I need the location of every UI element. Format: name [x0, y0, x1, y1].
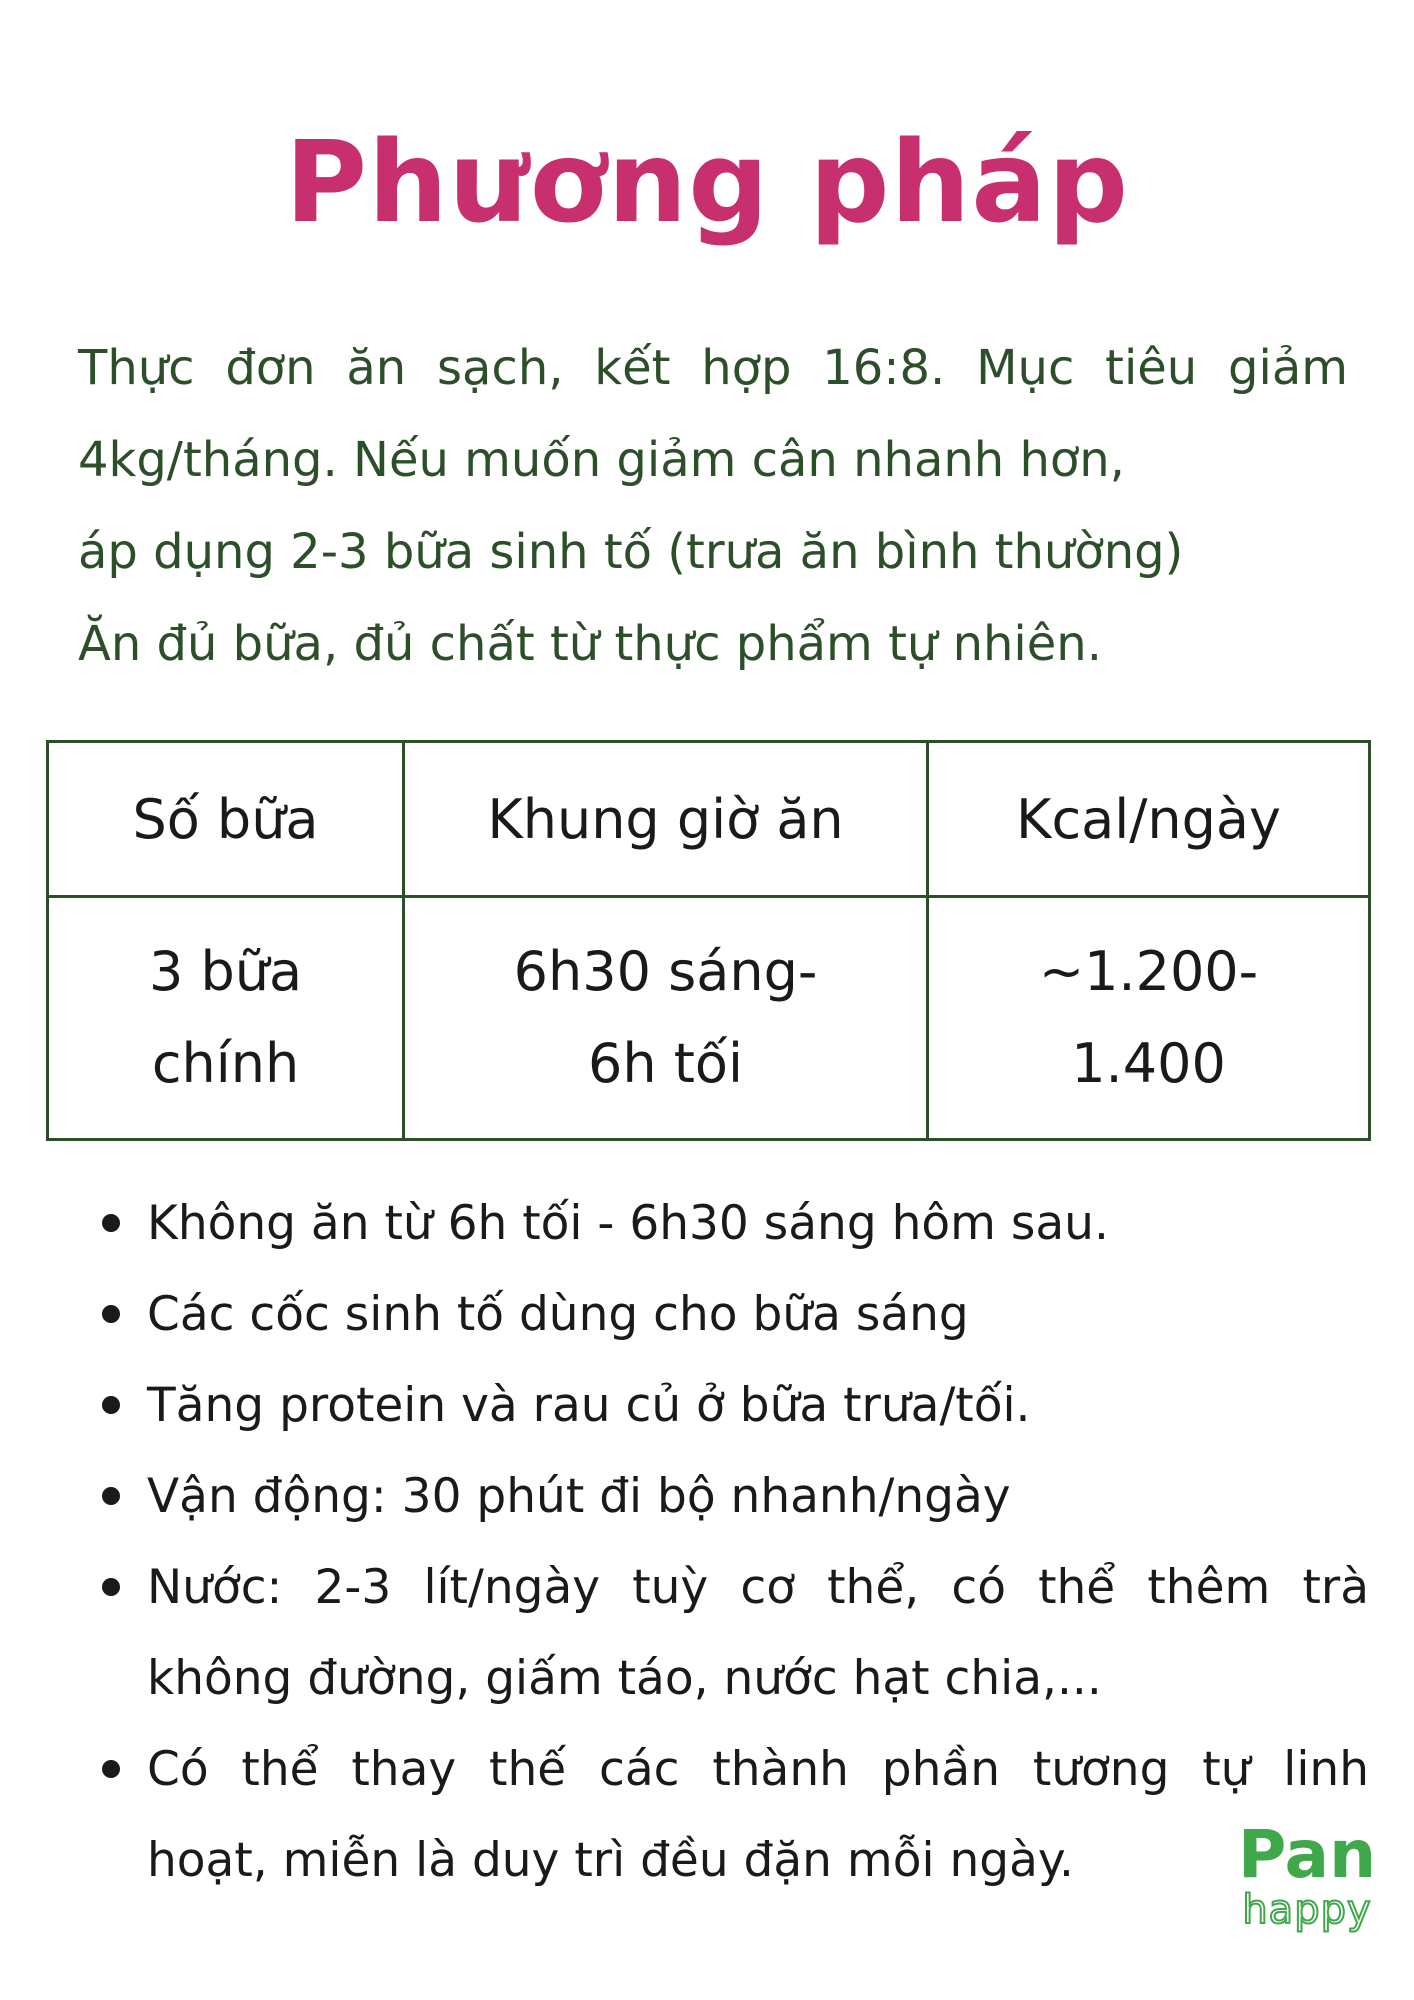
- list-item: [147, 1451, 1369, 1542]
- cell-line: 1.400: [1071, 1032, 1226, 1095]
- intro-line: áp dụng 2-3 bữa sinh tố (trưa ăn bình thường): [78, 524, 1184, 580]
- list-item: [147, 1178, 1369, 1269]
- cell-line: chính: [151, 1032, 300, 1095]
- header-meal-count: Số bữa: [48, 742, 404, 897]
- bullet-dot-icon: [102, 1396, 120, 1414]
- intro-line: Thực đơn ăn sạch, kết hợp 16:8. Mục tiêu giảm: [78, 340, 1348, 396]
- cell-kcal-per-day: [928, 897, 1370, 1140]
- bullet-dot-icon: [102, 1578, 120, 1596]
- intro-line: 4kg/tháng. Nếu muốn giảm cân nhanh hơn,: [78, 432, 1125, 488]
- cell-line: ~1.200-: [1038, 940, 1259, 1003]
- list-item: [147, 1724, 1369, 1906]
- cell-line: 6h30 sáng-: [513, 940, 818, 1003]
- logo-subtext: happy: [1242, 1887, 1372, 1933]
- bullet-dot-icon: [102, 1305, 120, 1323]
- cell-meal-count: [48, 897, 404, 1140]
- bullet-dot-icon: [102, 1487, 120, 1505]
- table-row: [48, 897, 1370, 1140]
- list-item-text: Nước: 2-3 lít/ngày tuỳ cơ thể, có thể thêm trà: [147, 1560, 1369, 1615]
- list-item-text: hoạt, miễn là duy trì đều đặn mỗi ngày.: [147, 1833, 1074, 1888]
- logo-wordmark: Pan: [1237, 1816, 1377, 1893]
- list-item-text: Không ăn từ 6h tối - 6h30 sáng hôm sau.: [147, 1196, 1109, 1251]
- intro-line: Ăn đủ bữa, đủ chất từ thực phẩm tự nhiên.: [78, 616, 1102, 672]
- header-eating-window: Khung giờ ăn: [404, 742, 928, 897]
- cell-line: 6h tối: [588, 1032, 743, 1095]
- cell-eating-window: [404, 897, 928, 1140]
- cell-line: 3 bữa: [148, 940, 303, 1003]
- page-title: Phương pháp: [284, 118, 1130, 248]
- list-item-text: Các cốc sinh tố dùng cho bữa sáng: [147, 1287, 969, 1342]
- list-item-text: Có thể thay thế các thành phần tương tự linh: [147, 1742, 1369, 1797]
- list-item-text: Vận động: 30 phút đi bộ nhanh/ngày: [147, 1469, 1011, 1524]
- list-item: [147, 1542, 1369, 1724]
- list-item: [147, 1269, 1369, 1360]
- bullet-dot-icon: [102, 1214, 120, 1232]
- meal-plan-table: [46, 740, 1371, 1141]
- list-item-text: Tăng protein và rau củ ở bữa trưa/tối.: [147, 1378, 1031, 1433]
- list-item: [147, 1360, 1369, 1451]
- intro-paragraph: [78, 322, 1348, 690]
- table-header-row: [48, 742, 1370, 897]
- brand-logo: [1232, 1816, 1382, 1933]
- header-kcal-per-day: Kcal/ngày: [928, 742, 1370, 897]
- bullet-dot-icon: [102, 1760, 120, 1778]
- list-item-text: không đường, giấm táo, nước hạt chia,...: [147, 1651, 1102, 1706]
- tips-list: [147, 1178, 1369, 1906]
